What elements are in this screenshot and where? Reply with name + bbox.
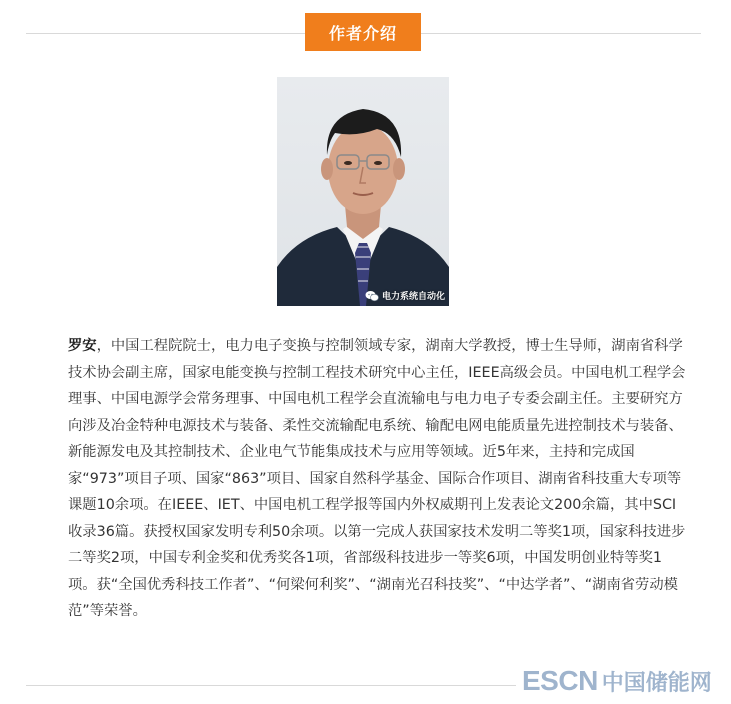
wechat-icon: [365, 290, 379, 302]
footer-divider: [26, 685, 516, 686]
watermark-text: 电力系统自动化: [381, 292, 445, 302]
brand-latin: ESCN: [522, 665, 598, 696]
author-portrait: [277, 77, 449, 306]
portrait-illustration: [277, 77, 449, 306]
bio-text: ，中国工程院院士，电力电子变换与控制领域专家，湖南大学教授，博士生导师，湖南省科学技术协会副主席，国家电能变换与控制工程技术研究中心主任，IEEE高级会员。中国电机工程学会理事、中国电源学会常务理事、中国电机工程学会直流输电与电力电子专委会副主任。主要研究方向涉及冶金特种电源技术与装备、柔性交流输配电系统、输配电网电能质量先进控制技术与装备、新能源发电及其控制技术、企业电气节能集成技术与应用等领域。近5年来，主持和完成国家“973”项目子项、国家“863”项目、国家自然科学基金、国际合作项目、湖南省科技重大专项等课题10余项。在IEEE、IET、中国电机工程学报等国内外权威期刊上发表论文200余篇，其中SCI收录36篇。获授权国家发明专利50余项。以第一完成人获国家技术发明二等奖1项，国家科技进步二等奖2项，中国专利金奖和优秀奖各1项，省部级科技进步一等奖6项，中国发明创业特等奖1项。获“全国优秀科技工作者”、“何梁何利奖”、“湖南光召科技奖”、“中达学者”、“湖南省劳动模范”等荣誉。: [68, 338, 686, 619]
author-name: 罗安: [68, 338, 97, 354]
brand-chinese: 中国储能网: [601, 670, 712, 696]
section-title: 作者介绍: [305, 13, 421, 51]
brand-logo: [522, 664, 712, 698]
watermark: [365, 289, 445, 302]
author-bio: [68, 333, 688, 625]
